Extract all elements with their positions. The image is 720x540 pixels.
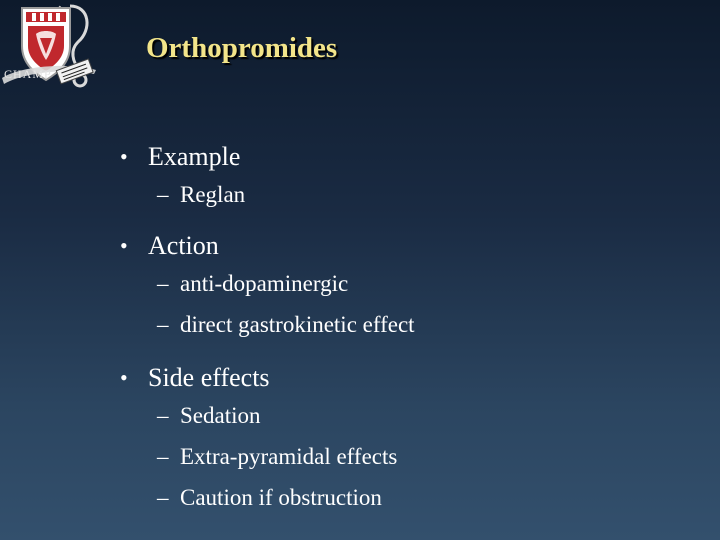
sub-bullet-glyph: – <box>157 485 169 510</box>
sub-bullet <box>120 477 700 518</box>
slide-body <box>120 140 700 518</box>
bullet-glyph: • <box>120 233 128 258</box>
sub-bullet <box>120 174 700 215</box>
sub-bullet-text: Caution if obstruction <box>180 485 382 510</box>
sub-bullet-text: direct gastrokinetic effect <box>180 312 415 337</box>
sub-bullet-glyph: – <box>157 271 169 296</box>
sub-bullet-text: anti-dopaminergic <box>180 271 349 296</box>
sub-bullet-glyph: – <box>157 444 169 469</box>
bullet-heading: Example <box>148 142 241 171</box>
svg-text:CHAMP: CHAMP <box>4 67 52 81</box>
bullet-glyph: • <box>120 144 128 169</box>
sub-bullet-glyph: – <box>157 312 169 337</box>
sub-bullet <box>120 395 700 436</box>
bullet-example <box>120 140 700 174</box>
sub-bullet <box>120 436 700 477</box>
sub-bullet <box>120 304 700 345</box>
champ-logo <box>0 0 100 92</box>
bullet-heading: Action <box>148 231 219 260</box>
slide-title: Orthopromides <box>146 32 338 64</box>
sub-bullet <box>120 263 700 304</box>
bullet-side-effects <box>120 361 700 395</box>
sub-bullet-glyph: – <box>157 403 169 428</box>
sub-bullet-glyph: – <box>157 182 169 207</box>
sub-bullet-text: Sedation <box>180 403 261 428</box>
bullet-action <box>120 229 700 263</box>
sub-bullet-text: Reglan <box>180 182 246 207</box>
bullet-heading: Side effects <box>148 363 270 392</box>
bullet-glyph: • <box>120 365 128 390</box>
sub-bullet-text: Extra-pyramidal effects <box>180 444 398 469</box>
